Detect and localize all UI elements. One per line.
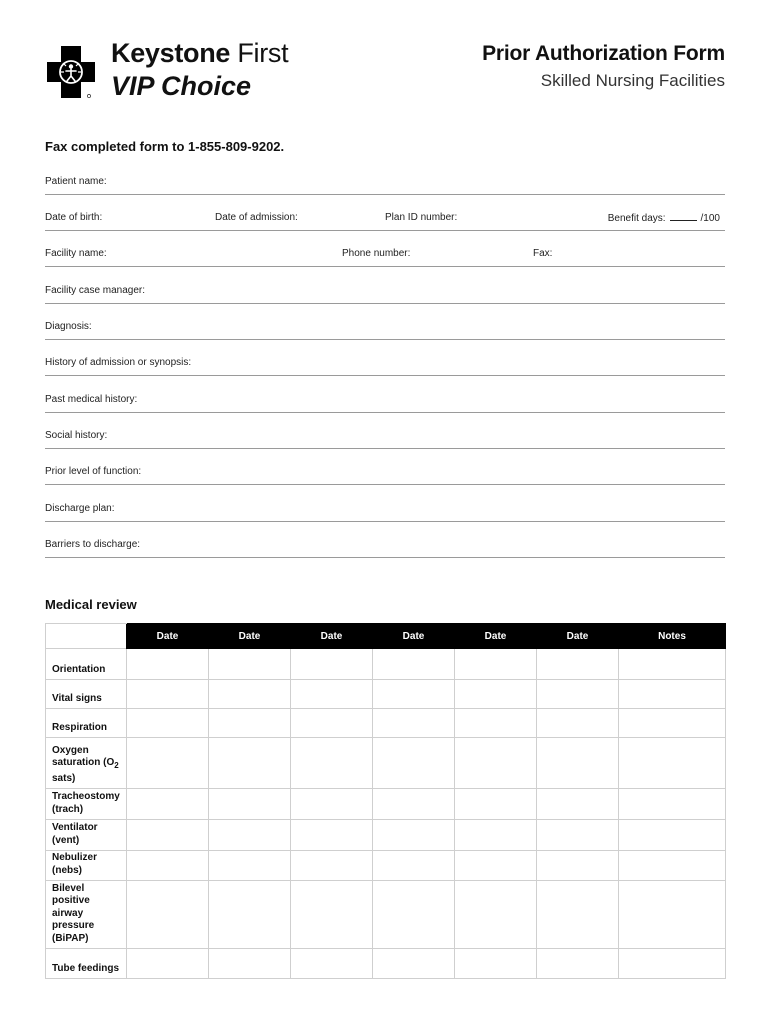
table-cell[interactable] [455, 789, 537, 820]
table-cell[interactable] [209, 649, 291, 680]
table-cell[interactable] [537, 881, 619, 949]
table-cell[interactable] [373, 709, 455, 738]
table-cell[interactable] [619, 949, 726, 979]
row-label-tube-feedings: Tube feedings [46, 949, 127, 979]
table-cell[interactable] [373, 820, 455, 851]
table-cell[interactable] [373, 738, 455, 789]
table-cell[interactable] [291, 738, 373, 789]
column-header-date: Date [127, 624, 209, 649]
table-cell[interactable] [209, 709, 291, 738]
table-header-row [46, 624, 726, 649]
table-cell[interactable] [127, 949, 209, 979]
table-cell[interactable] [537, 680, 619, 709]
table-row [46, 680, 726, 709]
prior-level-of-function-label: Prior level of function: [45, 466, 142, 477]
table-cell[interactable] [619, 680, 726, 709]
table-cell[interactable] [291, 851, 373, 881]
table-cell[interactable] [127, 820, 209, 851]
brand-subname: VIP Choice [111, 71, 252, 101]
column-header-notes: Notes [619, 624, 726, 649]
plan-id-label: Plan ID number: [385, 212, 458, 223]
o2-row-subscript: 2 [114, 761, 119, 770]
table-cell[interactable] [209, 680, 291, 709]
table-cell[interactable] [291, 949, 373, 979]
table-row [46, 851, 726, 881]
table-cell[interactable] [455, 709, 537, 738]
facility-case-manager-field[interactable] [45, 281, 725, 304]
medical-review-title: Medical review [45, 597, 137, 612]
date-of-admission-label: Date of admission: [215, 212, 298, 223]
barriers-to-discharge-label: Barriers to discharge: [45, 539, 141, 550]
table-cell[interactable] [537, 851, 619, 881]
table-cell[interactable] [373, 949, 455, 979]
row-label-orientation: Orientation [46, 649, 127, 680]
table-cell[interactable] [537, 949, 619, 979]
history-of-admission-field[interactable] [45, 353, 725, 376]
phone-number-label: Phone number: [342, 248, 411, 259]
table-cell[interactable] [537, 789, 619, 820]
form-title-block [482, 42, 725, 91]
table-cell[interactable] [209, 881, 291, 949]
table-cell[interactable] [127, 881, 209, 949]
table-cell[interactable] [455, 851, 537, 881]
column-header-date: Date [455, 624, 537, 649]
table-cell[interactable] [373, 649, 455, 680]
table-cell[interactable] [127, 851, 209, 881]
benefit-days-total: /100 [700, 213, 720, 224]
table-cell[interactable] [127, 709, 209, 738]
social-history-field[interactable] [45, 426, 725, 449]
row-label-nebulizer: Nebulizer (nebs) [46, 851, 127, 881]
table-cell[interactable] [373, 789, 455, 820]
benefit-days-field[interactable] [608, 212, 720, 224]
dob-admission-plan-row [45, 208, 725, 231]
table-cell[interactable] [537, 820, 619, 851]
table-cell[interactable] [373, 881, 455, 949]
o2-row-prefix: Oxygen saturation (O [52, 744, 115, 768]
table-cell[interactable] [619, 709, 726, 738]
table-cell[interactable] [127, 680, 209, 709]
form-title: Prior Authorization Form [482, 42, 725, 65]
table-cell[interactable] [619, 851, 726, 881]
table-cell[interactable] [291, 680, 373, 709]
facility-name-label: Facility name: [45, 248, 107, 259]
table-cell[interactable] [373, 680, 455, 709]
benefit-days-label: Benefit days: [607, 213, 666, 224]
table-cell[interactable] [619, 738, 726, 789]
row-label-tracheostomy: Tracheostomy (trach) [46, 789, 127, 820]
table-cell[interactable] [537, 738, 619, 789]
brand-name-light: First [237, 38, 289, 68]
benefit-days-blank[interactable] [670, 212, 697, 221]
discharge-plan-label: Discharge plan: [45, 503, 115, 514]
table-cell[interactable] [127, 738, 209, 789]
brand-name [111, 40, 288, 100]
table-cell[interactable] [209, 851, 291, 881]
table-cell[interactable] [209, 789, 291, 820]
table-cell[interactable] [209, 949, 291, 979]
table-cell[interactable] [455, 949, 537, 979]
table-row [46, 738, 726, 789]
past-medical-history-label: Past medical history: [45, 394, 138, 405]
fax-label: Fax: [533, 248, 553, 259]
table-cell[interactable] [291, 789, 373, 820]
o2-row-suffix: sats) [52, 772, 76, 784]
table-cell[interactable] [455, 738, 537, 789]
table-row [46, 649, 726, 680]
past-medical-history-field[interactable] [45, 390, 725, 413]
row-label-respiration: Respiration [46, 709, 127, 738]
table-cell[interactable] [291, 881, 373, 949]
row-label-oxygen-saturation [46, 738, 127, 789]
table-cell[interactable] [209, 738, 291, 789]
column-header-date: Date [373, 624, 455, 649]
table-cell[interactable] [455, 680, 537, 709]
table-cell[interactable] [537, 709, 619, 738]
facility-case-manager-label: Facility case manager: [45, 285, 146, 296]
diagnosis-label: Diagnosis: [45, 321, 92, 332]
fax-instruction: Fax completed form to 1-855-809-9202. [45, 139, 285, 154]
form-subtitle: Skilled Nursing Facilities [540, 71, 725, 90]
column-header-date: Date [537, 624, 619, 649]
table-row [46, 881, 726, 949]
table-row [46, 820, 726, 851]
table-cell[interactable] [619, 789, 726, 820]
diagnosis-field[interactable] [45, 317, 725, 340]
table-cell[interactable] [291, 649, 373, 680]
patient-name-field[interactable] [45, 172, 725, 195]
table-cell[interactable] [455, 820, 537, 851]
barriers-to-discharge-field[interactable] [45, 535, 725, 558]
medical-review-table [45, 623, 726, 979]
table-row [46, 709, 726, 738]
history-of-admission-label: History of admission or synopsis: [45, 357, 192, 368]
column-header-date: Date [291, 624, 373, 649]
row-label-bipap: Bilevel positive airway pressure (BiPAP) [46, 881, 127, 949]
table-cell[interactable] [455, 649, 537, 680]
row-label-vital-signs: Vital signs [46, 680, 127, 709]
patient-name-label: Patient name: [45, 176, 107, 187]
table-cell[interactable] [291, 709, 373, 738]
facility-contact-row [45, 244, 725, 267]
table-cell[interactable] [127, 789, 209, 820]
social-history-label: Social history: [45, 430, 108, 441]
table-cell[interactable] [537, 649, 619, 680]
keystone-first-cross-logo-icon [45, 44, 97, 100]
table-cell[interactable] [373, 851, 455, 881]
table-row [46, 789, 726, 820]
table-cell[interactable] [619, 881, 726, 949]
row-label-ventilator: Ventilator (vent) [46, 820, 127, 851]
table-cell[interactable] [291, 820, 373, 851]
column-header-date: Date [209, 624, 291, 649]
table-cell[interactable] [127, 649, 209, 680]
table-cell[interactable] [619, 820, 726, 851]
prior-level-of-function-field[interactable] [45, 462, 725, 485]
brand-name-bold: Keystone [111, 38, 231, 68]
table-cell[interactable] [209, 820, 291, 851]
table-cell[interactable] [619, 649, 726, 680]
table-cell[interactable] [455, 881, 537, 949]
table-row [46, 949, 726, 979]
discharge-plan-field[interactable] [45, 499, 725, 522]
table-corner-cell [46, 624, 127, 649]
date-of-birth-label: Date of birth: [45, 212, 103, 223]
